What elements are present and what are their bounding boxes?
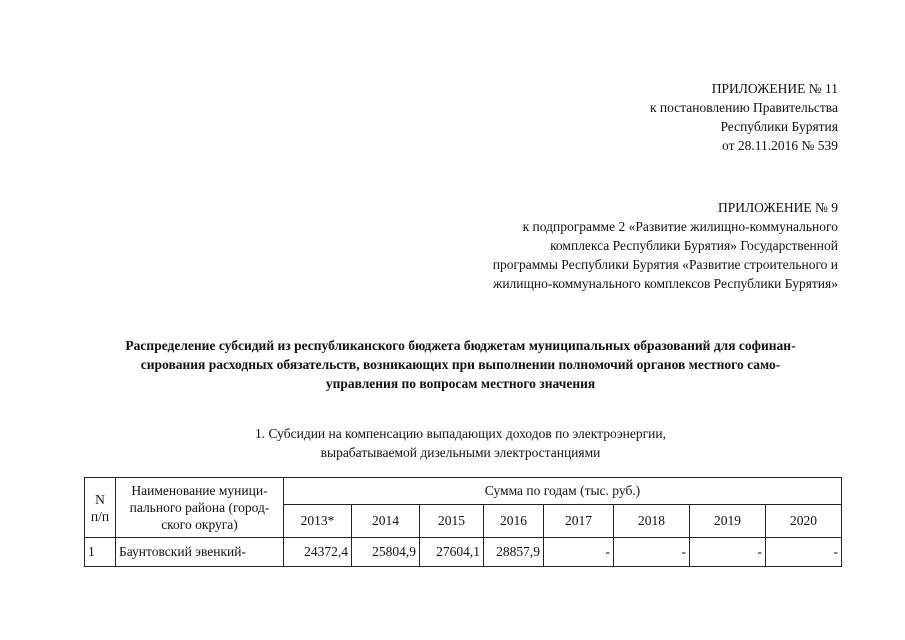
appendix-11-header — [650, 79, 838, 155]
row-value: 27604,1 — [420, 538, 484, 567]
appendix-11-line: ПРИЛОЖЕНИЕ № 11 — [711, 81, 838, 96]
header-year: 2019 — [690, 505, 766, 538]
header-year: 2020 — [766, 505, 842, 538]
row-value: 25804,9 — [352, 538, 420, 567]
table-row — [85, 538, 842, 567]
header-year: 2013* — [284, 505, 352, 538]
document-title — [82, 336, 839, 393]
appendix-9-line: жилищно-коммунального комплексов Республики Бурятия» — [493, 276, 838, 291]
row-value: - — [614, 538, 690, 567]
row-value: - — [766, 538, 842, 567]
appendix-9-header — [493, 198, 838, 293]
appendix-9-line: к подпрограмме 2 «Развитие жилищно-коммунального — [522, 219, 838, 234]
header-year: 2018 — [614, 505, 690, 538]
title-line: управления по вопросам местного значения — [325, 376, 596, 391]
header-municipality: Наименование муници-пального района (город-ского округа) — [116, 478, 284, 538]
row-value: - — [690, 538, 766, 567]
row-number: 1 — [85, 538, 116, 567]
header-number: N п/п — [85, 478, 116, 538]
header-year: 2017 — [544, 505, 614, 538]
appendix-11-line: к постановлению Правительства — [649, 100, 838, 115]
appendix-11-line: от 28.11.2016 № 539 — [722, 138, 838, 153]
appendix-9-line: программы Республики Бурятия «Развитие строительного и — [492, 257, 838, 272]
appendix-9-line: комплекса Республики Бурятия» Государственной — [550, 238, 838, 253]
row-value: 28857,9 — [484, 538, 544, 567]
section-heading — [82, 424, 839, 462]
row-value: - — [544, 538, 614, 567]
section-line: вырабатываемой дизельными электростанциями — [320, 445, 601, 460]
row-value: 24372,4 — [284, 538, 352, 567]
appendix-9-line: ПРИЛОЖЕНИЕ № 9 — [717, 200, 838, 215]
header-year: 2016 — [484, 505, 544, 538]
section-line: 1. Субсидии на компенсацию выпадающих доходов по электроэнергии, — [255, 426, 666, 441]
title-line: Распределение субсидий из республиканского бюджета бюджетам муниципальных образований для софинан- — [125, 338, 796, 353]
row-municipality-name: Баунтовский эвенкий- — [116, 538, 284, 567]
title-line: сирования расходных обязательств, возникающих при выполнении полномочий органов местного само- — [140, 357, 781, 372]
subsidy-table — [84, 477, 842, 567]
appendix-11-line: Республики Бурятия — [720, 119, 838, 134]
header-year: 2014 — [352, 505, 420, 538]
header-year: 2015 — [420, 505, 484, 538]
header-sum-by-years: Сумма по годам (тыс. руб.) — [284, 478, 842, 505]
